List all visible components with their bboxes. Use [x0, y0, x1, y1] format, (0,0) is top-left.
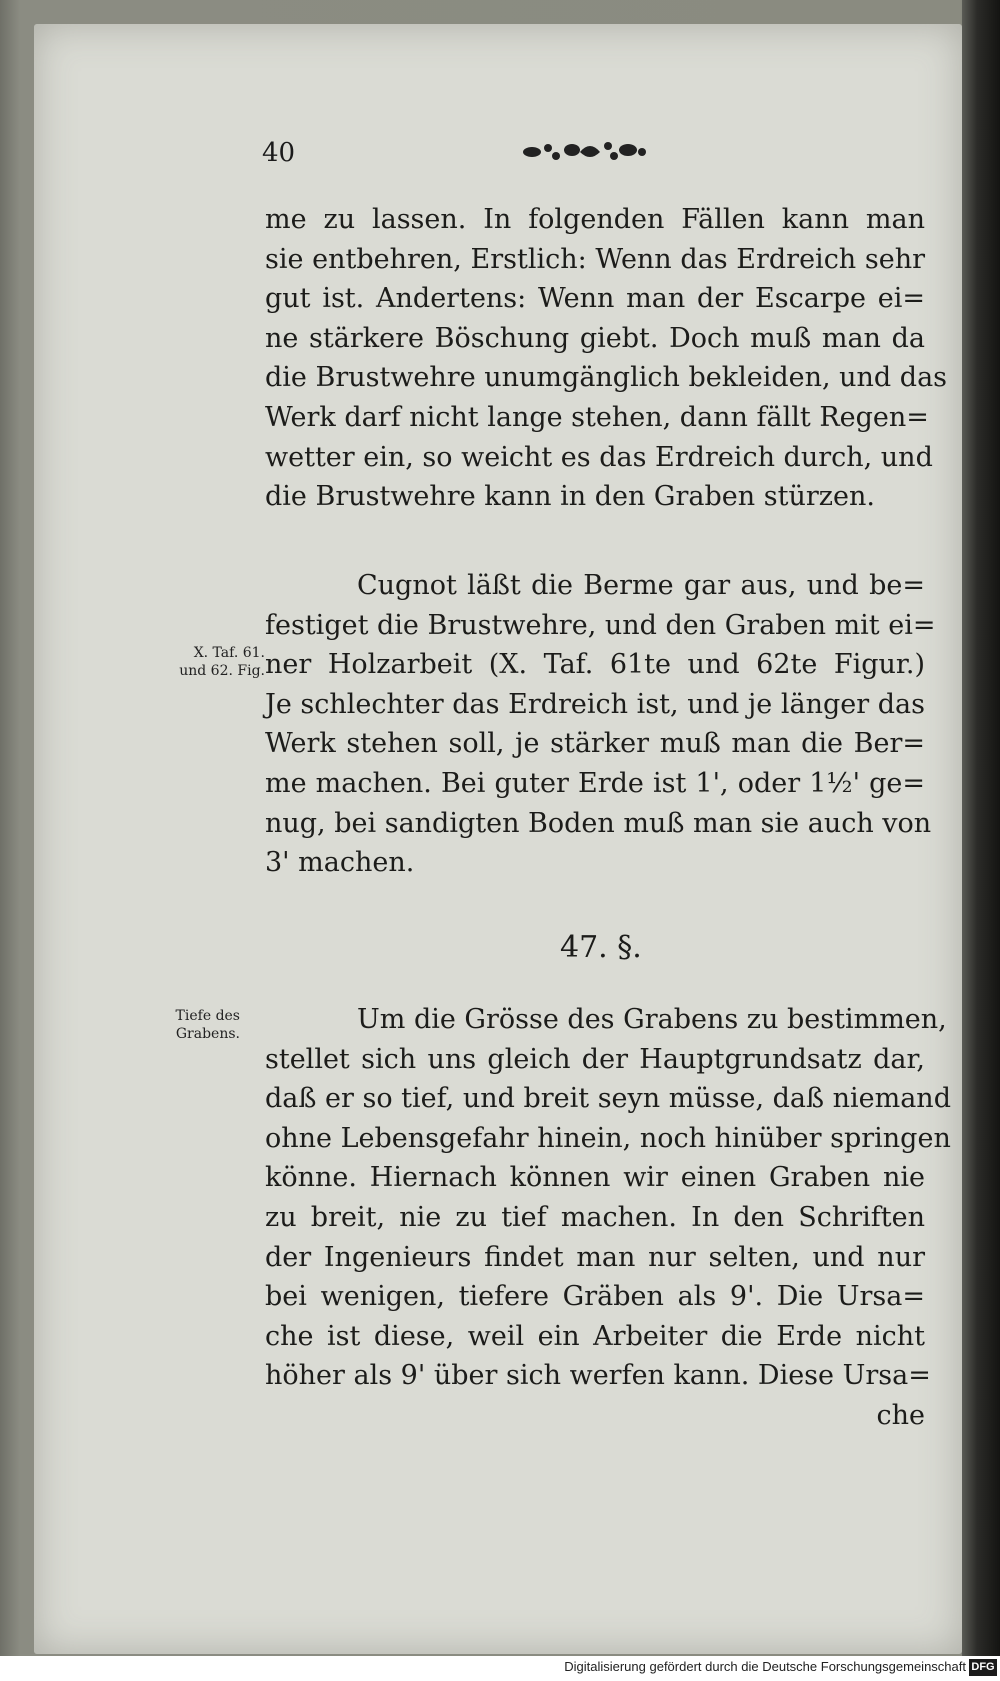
text-line: höher als 9' über sich werfen kann. Diese Ursa=	[265, 1360, 931, 1392]
text-line: Cugnot läßt die Berme gar aus, und be=	[357, 570, 925, 601]
digitization-footer	[0, 1656, 1000, 1681]
text-line: gut ist. Andertens: Wenn man der Escarpe ei=	[265, 283, 925, 315]
text-line: Um die Grösse des Grabens zu bestimmen,	[357, 1004, 947, 1035]
text-line: che ist diese, weil ein Arbeiter die Erde nicht	[265, 1320, 925, 1352]
marginal-note-line: Tiefe des	[175, 1008, 240, 1024]
text-line: Werk stehen soll, je stärker muß man die Ber=	[265, 728, 925, 760]
text-line: wetter ein, so weicht es das Erdreich durch, und	[265, 441, 933, 473]
dfg-logo-icon: DFG	[969, 1659, 997, 1676]
printer-ornament	[520, 136, 650, 168]
text-line: festiget die Brustwehre, und den Graben mit ei=	[265, 609, 936, 641]
section-heading: 47. §.	[560, 930, 642, 965]
text-line: ohne Lebensgefahr hinein, noch hinüber springen	[265, 1122, 951, 1154]
text-line: die Brustwehre kann in den Graben stürzen.	[265, 481, 875, 513]
text-line: ne stärkere Böschung giebt. Doch muß man da	[265, 322, 925, 354]
text-line: bei wenigen, tiefere Gräben als 9'. Die Ursa=	[265, 1281, 925, 1313]
text-line: 3' machen.	[265, 847, 415, 879]
paragraph-3	[265, 1000, 951, 1436]
text-line: sie entbehren, Erstlich: Wenn das Erdreich sehr	[265, 243, 925, 275]
text-line: Je schlechter das Erdreich ist, und je länger das	[265, 688, 925, 720]
text-line: nug, bei sandigten Boden muß man sie auch von	[265, 807, 932, 839]
marginal-note-topic	[150, 1007, 240, 1043]
text-line: stellet sich uns gleich der Hauptgrundsatz dar,	[265, 1043, 925, 1075]
marginal-note-figure-reference	[150, 644, 265, 680]
paragraph-1	[265, 200, 948, 517]
text-line: könne. Hiernach können wir einen Graben nie	[265, 1162, 925, 1194]
paragraph-2	[265, 566, 936, 883]
text-line: der Ingenieurs findet man nur selten, und nur	[265, 1241, 925, 1273]
marginal-note-line: und 62. Fig.	[179, 663, 265, 679]
text-line: die Brustwehre unumgänglich bekleiden, und das	[265, 362, 948, 394]
marginal-note-line: Grabens.	[175, 1026, 240, 1042]
text-line: daß er so tief, und breit seyn müsse, daß niemand	[265, 1083, 951, 1115]
page-number: 40	[262, 138, 296, 168]
catchword: che	[876, 1399, 925, 1431]
text-line: me zu lassen. In folgenden Fällen kann man	[265, 204, 925, 235]
text-line: ner Holzarbeit (X. Taf. 61te und 62te Figur.)	[265, 649, 925, 681]
text-line: zu breit, nie zu tief machen. In den Schriften	[265, 1201, 925, 1233]
text-line: me machen. Bei guter Erde ist 1', oder 1½' ge=	[265, 767, 925, 799]
marginal-note-line: X. Taf. 61.	[193, 645, 265, 661]
page-edge-shadow	[962, 0, 1000, 1660]
text-line: Werk darf nicht lange stehen, dann fällt Regen=	[265, 401, 929, 433]
funding-credit: Digitalisierung gefördert durch die Deutsche Forschungsgemeinschaft	[564, 1659, 966, 1674]
